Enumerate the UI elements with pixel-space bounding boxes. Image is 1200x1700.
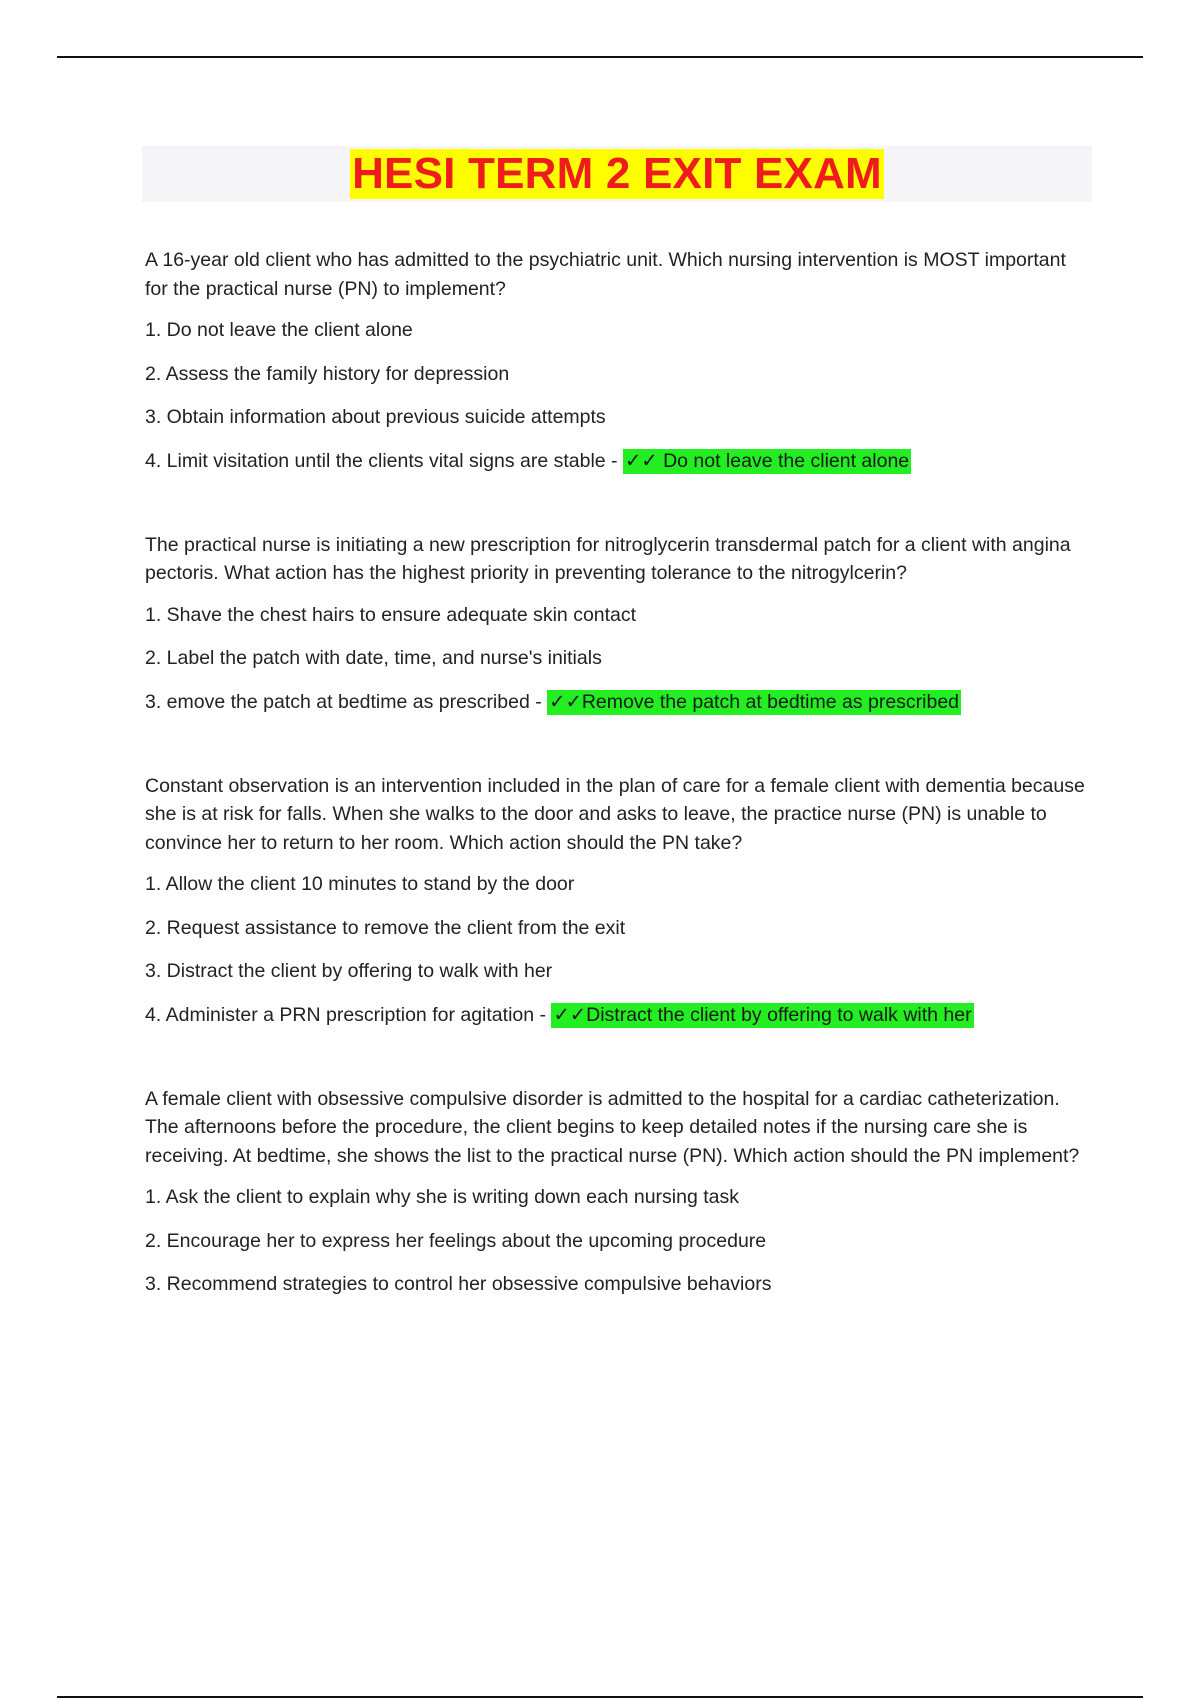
question-stem: The practical nurse is initiating a new prescription for nitroglycerin transdermal patch for a client with angina pectoris. What action has the highest priority in preventing tolerance to the nitrogylcerin? [145, 533, 1071, 584]
question-stem: A 16-year old client who has admitted to the psychiatric unit. Which nursing intervention is MOST important for the practical nurse (PN) to implement? [145, 249, 1066, 300]
question-3 [145, 772, 1085, 1029]
questions-container [145, 246, 1085, 1354]
option-1: 1. Do not leave the client alone [145, 319, 413, 341]
option-3 [145, 688, 1085, 716]
option-2: 2. Encourage her to express her feelings about the upcoming procedure [145, 1229, 767, 1252]
question-4 [145, 1085, 1085, 1299]
title-band [142, 146, 1092, 202]
option-3: 3. Recommend strategies to control her obsessive compulsive behaviors [145, 1273, 772, 1295]
option-4 [145, 1001, 1085, 1029]
option-1: 1. Shave the chest hairs to ensure adequate skin contact [145, 603, 637, 626]
correct-answer-highlight: ✓✓Remove the patch at bedtime as prescribed [549, 690, 960, 713]
question-1 [145, 246, 1085, 475]
bottom-divider [57, 1696, 1143, 1698]
option-2: 2. Label the patch with date, time, and nurse's initials [145, 647, 602, 669]
question-2 [145, 531, 1085, 716]
page-title: HESI TERM 2 EXIT EXAM [352, 149, 882, 198]
option-text: 3. emove the patch at bedtime as prescribed - [145, 690, 548, 713]
option-2: 2. Assess the family history for depression [145, 362, 510, 385]
option-text: 4. Limit visitation until the clients vital signs are stable - [145, 449, 623, 472]
option-3: 3. Distract the client by offering to walk with her [145, 960, 553, 982]
option-text: 4. Administer a PRN prescription for agitation - [145, 1003, 552, 1026]
option-1: 1. Allow the client 10 minutes to stand by the door [145, 873, 575, 895]
option-3: 3. Obtain information about previous suicide attempts [145, 406, 606, 428]
top-divider [57, 56, 1143, 58]
question-stem: A female client with obsessive compulsive disorder is admitted to the hospital for a cardiac catheterization. The afternoons before the procedure, the client begins to keep detailed notes if the nursing care she is receiving. At bedtime, she shows the list to the practical nurse (PN). Which action should the PN implement? [145, 1087, 1080, 1167]
option-4 [145, 447, 1085, 475]
correct-answer-highlight: ✓✓Distract the client by offering to walk with her [553, 1003, 972, 1026]
option-1: 1. Ask the client to explain why she is writing down each nursing task [145, 1186, 739, 1208]
correct-answer-highlight: ✓✓ Do not leave the client alone [624, 449, 910, 472]
option-2: 2. Request assistance to remove the client from the exit [145, 916, 626, 939]
question-stem: Constant observation is an intervention included in the plan of care for a female client with dementia because she is at risk for falls. When she walks to the door and asks to leave, the practice nurse (PN) is unable to convince her to return to her room. Which action should the PN take? [145, 774, 1085, 854]
